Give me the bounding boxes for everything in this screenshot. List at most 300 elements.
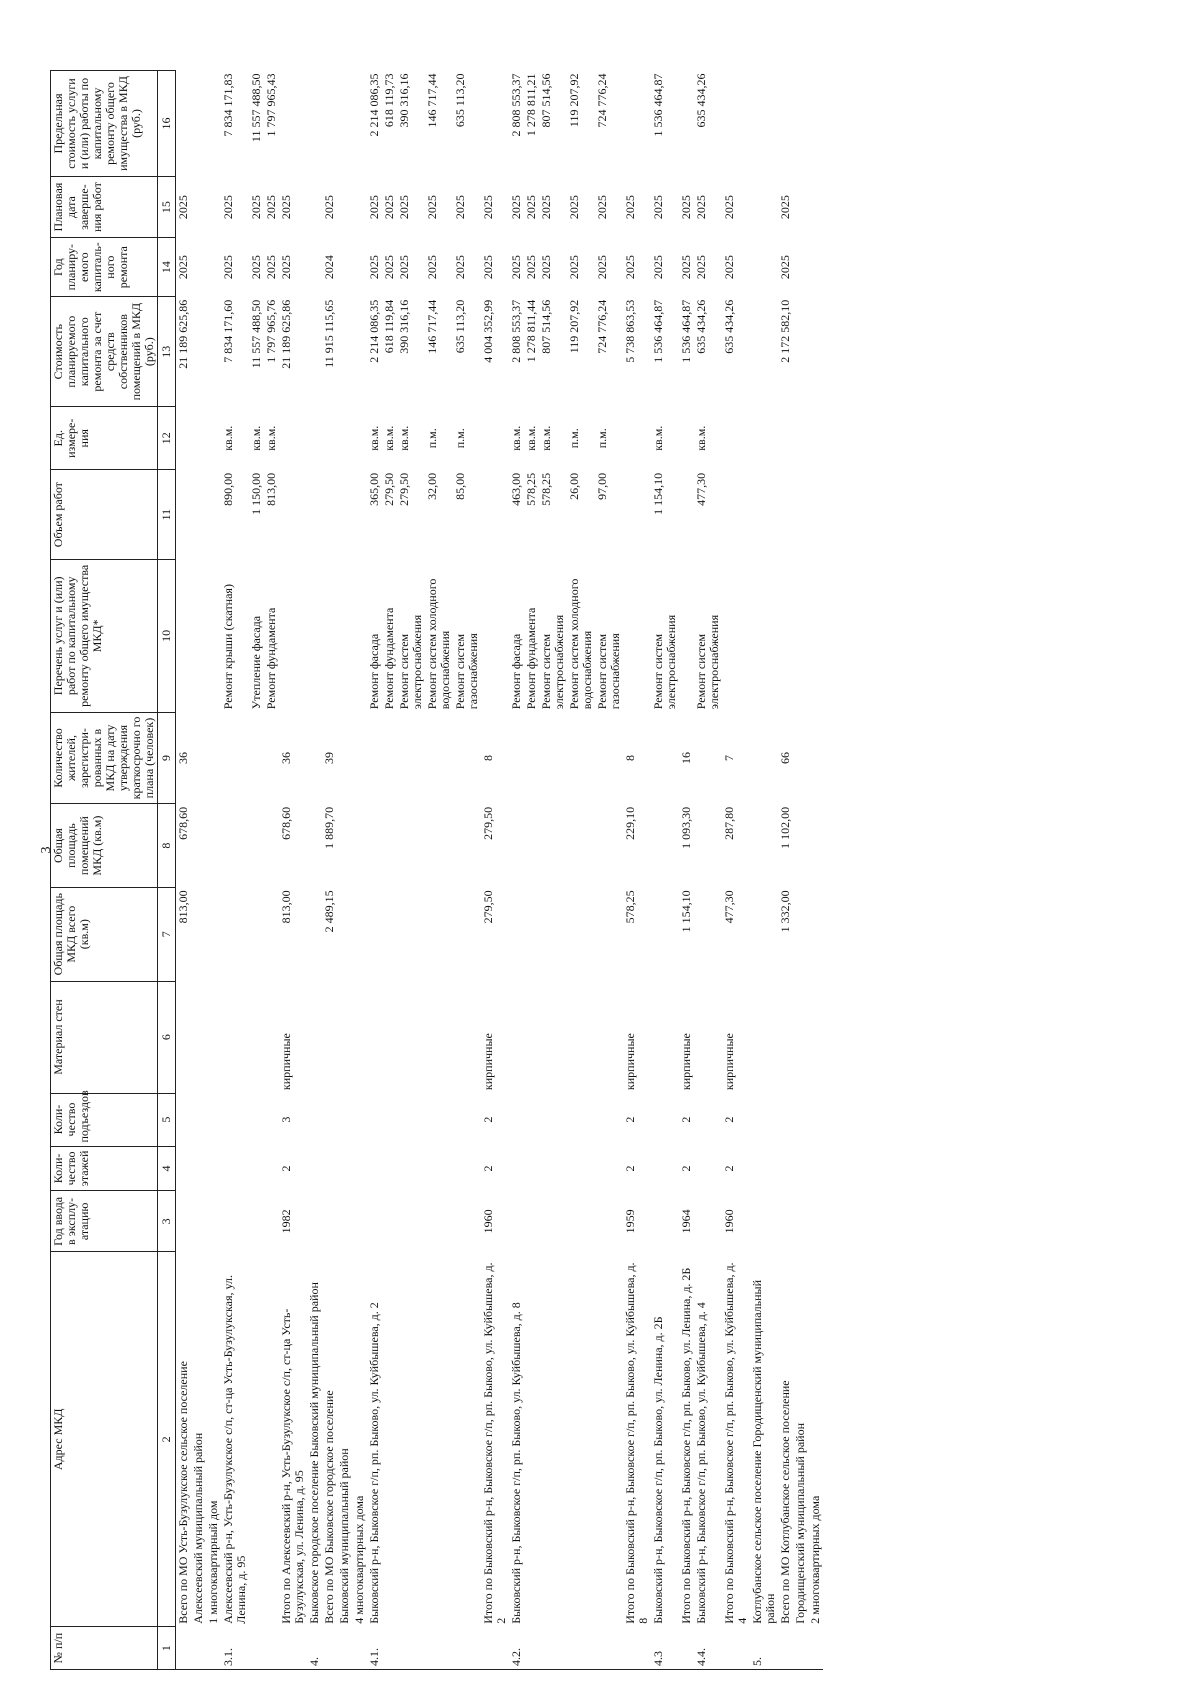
table-cell (176, 1146, 192, 1191)
table-cell (337, 887, 352, 981)
table-cell: 2025 (509, 195, 523, 220)
table-cell (778, 1627, 793, 1670)
table-cell: 8 (623, 755, 637, 762)
table-cell: 2025 (249, 195, 263, 220)
table-cell (221, 1093, 249, 1146)
table-row (722, 71, 750, 1670)
column-header: Количество жителей, зарегистри-рованных в МКД на дату утверждения краткосрочно го плана (человек) (51, 712, 158, 804)
table-cell: 146 717,44 (425, 299, 439, 354)
table-cell (206, 1627, 221, 1670)
table-cell (367, 1093, 382, 1146)
table-cell (793, 71, 808, 177)
table-cell (307, 712, 322, 804)
table-cell: 16 (679, 752, 693, 765)
table-cell: 635 434,26 (694, 73, 708, 128)
table-cell (221, 712, 249, 804)
table-cell: кв.м. (524, 425, 538, 451)
table-cell (191, 71, 206, 177)
rotated-page (50, 70, 1160, 1670)
table-cell (567, 804, 595, 888)
table-cell (539, 981, 567, 1093)
table-cell (425, 1146, 453, 1191)
table-cell: 2 489,15 (322, 890, 336, 933)
table-cell: Утепление фасада (249, 615, 263, 710)
table-cell: 635 434,26 (694, 299, 708, 354)
table-cell (524, 887, 539, 981)
table-cell (651, 1093, 679, 1146)
table-row (337, 71, 352, 1670)
table-cell (567, 1191, 595, 1252)
table-cell (567, 1093, 595, 1146)
table-cell (221, 1191, 249, 1252)
table-cell: 3.1. (221, 1627, 249, 1670)
column-number: 16 (158, 71, 176, 177)
table-cell (397, 1146, 425, 1191)
table-row (264, 71, 279, 1670)
table-cell (307, 804, 322, 888)
table-cell (679, 407, 694, 470)
column-number: 4 (158, 1146, 176, 1191)
table-cell (176, 559, 192, 712)
table-cell: п.м. (567, 428, 581, 449)
table-cell (337, 981, 352, 1093)
table-cell (264, 1146, 279, 1191)
table-cell: Алексеевский р-н, Усть-Бузулукское с/п, ст-ца Усть-Бузулукская, ул. Ленина, д. 95 (221, 1275, 248, 1624)
table-cell (793, 297, 808, 407)
table-cell (382, 981, 397, 1093)
table-cell (279, 71, 307, 177)
table-cell (279, 1627, 307, 1670)
table-cell (352, 238, 367, 297)
table-cell: 97,00 (595, 472, 609, 500)
table-cell (191, 804, 206, 888)
table-cell (382, 712, 397, 804)
table-row (595, 71, 623, 1670)
table-row (694, 71, 722, 1670)
table-cell: 4.2. (509, 1627, 524, 1670)
table-cell (352, 407, 367, 470)
table-cell: кв.м. (694, 425, 708, 451)
table-cell (337, 804, 352, 888)
column-header: Адрес МКД (51, 1252, 158, 1627)
table-cell: кв.м. (651, 425, 665, 451)
table-cell (509, 712, 524, 804)
table-cell: 618 119,84 (382, 299, 396, 354)
table-cell (694, 887, 722, 981)
table-cell: 2025 (322, 195, 336, 220)
table-cell (793, 981, 808, 1093)
table-cell: кирпичные (481, 1033, 495, 1091)
column-number: 14 (158, 238, 176, 297)
table-cell: 66 (778, 752, 792, 765)
table-cell (337, 1191, 352, 1252)
table-cell: 2025 (481, 255, 495, 280)
table-cell: Ремонт фундамента (264, 607, 278, 710)
table-cell (808, 981, 823, 1093)
table-cell (778, 1146, 793, 1191)
table-cell: кв.м. (509, 425, 523, 451)
table-cell (694, 1093, 722, 1146)
table-cell: 1 797 965,76 (264, 299, 278, 363)
table-cell (352, 1627, 367, 1670)
table-cell: 1 093,30 (679, 806, 693, 849)
table-cell (397, 1093, 425, 1146)
table-row (191, 71, 206, 1670)
table-cell: 2025 (778, 255, 792, 280)
table-cell (567, 1627, 595, 1670)
table-cell: 119 207,92 (567, 299, 581, 354)
table-cell (367, 712, 382, 804)
table-cell (322, 407, 337, 470)
table-cell: 390 316,16 (397, 73, 411, 128)
table-cell: 8 (481, 755, 495, 762)
column-header: Материал стен (51, 981, 158, 1093)
table-cell (397, 1627, 425, 1670)
table-cell (206, 407, 221, 470)
table-cell: Быковский муниципальный район (337, 1448, 351, 1624)
table-cell: 2 (481, 1165, 495, 1172)
table-cell: 1 102,00 (778, 806, 792, 849)
table-cell (623, 71, 651, 177)
table-row (623, 71, 651, 1670)
table-cell: Всего по МО Быковское городское поселение (322, 1390, 336, 1624)
table-cell (206, 71, 221, 177)
table-cell: 807 514,56 (539, 299, 553, 354)
table-cell (307, 1191, 322, 1252)
table-row (352, 71, 367, 1670)
table-cell (539, 887, 567, 981)
table-cell (595, 887, 623, 981)
table-cell (694, 1146, 722, 1191)
table-cell (382, 1191, 397, 1252)
table-cell: п.м. (453, 428, 467, 449)
table-cell (808, 804, 823, 888)
table-cell (651, 1191, 679, 1252)
table-cell (397, 1252, 425, 1627)
table-cell (679, 559, 694, 712)
table-cell (249, 1191, 264, 1252)
table-cell (382, 887, 397, 981)
table-cell: 279,50 (382, 472, 396, 506)
table-cell: 32,00 (425, 472, 439, 500)
table-cell: 2025 (651, 255, 665, 280)
table-cell (425, 981, 453, 1093)
column-header: Плановая дата заверше-ния работ (51, 177, 158, 238)
column-header: Общая площадь помещений МКД (кв.м) (51, 804, 158, 888)
column-number: 15 (158, 177, 176, 238)
table-cell (337, 470, 352, 560)
table-cell: Ремонт систем газоснабжения (595, 633, 622, 710)
table-cell (481, 407, 509, 470)
table-cell (808, 177, 823, 238)
table-cell (221, 981, 249, 1093)
table-cell: Ремонт систем газоснабжения (453, 633, 480, 710)
table-row (382, 71, 397, 1670)
table-cell (382, 1252, 397, 1627)
table-cell (808, 887, 823, 981)
table-row (750, 71, 778, 1670)
table-cell (352, 712, 367, 804)
table-row (221, 71, 249, 1670)
table-cell: Быковский р-н, Быковское г/п, рп. Быково, ул. Куйбышева, д. 8 (509, 1302, 523, 1624)
table-cell (524, 804, 539, 888)
table-cell: 36 (176, 752, 190, 765)
column-number: 3 (158, 1191, 176, 1252)
table-cell (322, 71, 337, 177)
table-cell: 2025 (264, 255, 278, 280)
table-cell (249, 712, 264, 804)
table-cell: 2024 (322, 255, 336, 280)
table-cell (623, 470, 651, 560)
table-cell: 1 150,00 (249, 472, 263, 515)
table-cell: 1960 (481, 1209, 495, 1234)
table-cell: 39 (322, 752, 336, 765)
table-cell (337, 71, 352, 177)
table-cell: 4 004 352,99 (481, 299, 495, 363)
table-cell (206, 297, 221, 407)
table-cell: 2 (722, 1165, 736, 1172)
table-cell (191, 887, 206, 981)
table-cell: Быковский р-н, Быковское г/п, рп. Быково, ул. Куйбышева, д. 4 (694, 1302, 708, 1624)
table-cell: кв.м. (249, 425, 263, 451)
table-cell (808, 559, 823, 712)
table-cell: 1 278 811,21 (524, 73, 538, 137)
table-cell (595, 1252, 623, 1627)
table-cell: 2025 (694, 255, 708, 280)
table-cell (322, 1627, 337, 1670)
table-cell: 2025 (623, 195, 637, 220)
table-cell (249, 887, 264, 981)
column-number: 2 (158, 1252, 176, 1627)
capital-repair-table (50, 70, 823, 1670)
table-cell (397, 1191, 425, 1252)
table-cell: 1 154,10 (679, 890, 693, 933)
table-cell (382, 804, 397, 888)
table-cell: 2 (679, 1116, 693, 1123)
table-cell: 2025 (722, 255, 736, 280)
table-cell (425, 887, 453, 981)
table-cell: 2025 (453, 255, 467, 280)
table-cell (793, 470, 808, 560)
table-cell (524, 981, 539, 1093)
table-cell (425, 1093, 453, 1146)
table-cell (352, 71, 367, 177)
table-cell (307, 470, 322, 560)
table-cell (307, 71, 322, 177)
table-cell (778, 1093, 793, 1146)
table-cell: 5 738 863,53 (623, 299, 637, 363)
table-cell (221, 1146, 249, 1191)
table-cell: 7 834 171,60 (221, 299, 235, 363)
table-cell: 1 многоквартирный дом (206, 1500, 220, 1624)
table-cell: 635 113,20 (453, 299, 467, 354)
table-cell (524, 712, 539, 804)
table-cell: Ремонт систем холодного водоснабжения (567, 578, 594, 710)
table-cell (750, 238, 778, 297)
column-header: Ед. измере-ния (51, 407, 158, 470)
table-cell (264, 981, 279, 1093)
table-cell: 2025 (176, 255, 190, 280)
table-cell (453, 804, 481, 888)
table-cell (352, 297, 367, 407)
table-cell: 2025 (425, 255, 439, 280)
table-cell: кв.м. (539, 425, 553, 451)
table-cell: Ремонт систем электроснабжения (694, 614, 721, 710)
table-cell (337, 407, 352, 470)
table-cell: 2025 (509, 255, 523, 280)
table-cell: 2025 (679, 195, 693, 220)
table-row (249, 71, 264, 1670)
table-cell: 2025 (623, 255, 637, 280)
table-cell (567, 981, 595, 1093)
table-cell (722, 71, 750, 177)
table-cell: 813,00 (279, 890, 293, 924)
table-cell (176, 407, 192, 470)
table-cell: кв.м. (397, 425, 411, 451)
table-row (279, 71, 307, 1670)
table-cell (307, 238, 322, 297)
table-cell: 2 (679, 1165, 693, 1172)
table-cell: 2025 (595, 255, 609, 280)
column-header: Общая площадь МКД всего (кв.м) (51, 887, 158, 981)
table-cell (367, 981, 382, 1093)
table-row (481, 71, 509, 1670)
table-cell: 2 808 553,37 (509, 73, 523, 137)
table-cell: 2025 (679, 255, 693, 280)
table-cell: кв.м. (264, 425, 278, 451)
table-cell: 724 776,24 (595, 73, 609, 128)
table-cell: Ремонт систем электроснабжения (397, 614, 424, 710)
table-cell (793, 407, 808, 470)
table-cell (191, 712, 206, 804)
table-cell (425, 712, 453, 804)
table-cell: Всего по МО Котлубанское сельское поселение (778, 1380, 792, 1624)
table-cell: 2 (623, 1165, 637, 1172)
table-row (206, 71, 221, 1670)
column-number: 11 (158, 470, 176, 560)
table-cell: 2025 (567, 195, 581, 220)
table-cell (425, 804, 453, 888)
table-cell (322, 1191, 337, 1252)
table-cell (191, 559, 206, 712)
table-cell: 1 154,10 (651, 472, 665, 515)
table-cell (694, 712, 722, 804)
table-cell: 365,00 (367, 472, 381, 506)
table-cell (481, 1627, 509, 1670)
table-cell: 2025 (595, 195, 609, 220)
table-cell (191, 297, 206, 407)
table-cell (206, 804, 221, 888)
table-cell (750, 981, 778, 1093)
table-cell: 813,00 (264, 472, 278, 506)
column-header: Коли-чество подъездов (51, 1093, 158, 1146)
table-cell (352, 1093, 367, 1146)
table-cell (264, 1093, 279, 1146)
table-cell: Ремонт систем холодного водоснабжения (425, 578, 452, 710)
table-cell (206, 1093, 221, 1146)
table-cell: 807 514,56 (539, 73, 553, 128)
table-cell: Ремонт фасада (509, 633, 523, 710)
table-cell: 2 214 086,35 (367, 299, 381, 363)
table-cell: 1 536 464,87 (651, 299, 665, 363)
table-cell (191, 1146, 206, 1191)
table-cell: кв.м. (221, 425, 235, 451)
table-cell: 2025 (524, 195, 538, 220)
table-cell: 5. (750, 1627, 778, 1670)
table-cell (808, 1627, 823, 1670)
table-row (322, 71, 337, 1670)
table-cell: 279,50 (481, 806, 495, 840)
table-row (425, 71, 453, 1670)
table-cell (206, 887, 221, 981)
table-cell (722, 559, 750, 712)
column-header: Предельная стоимость услуги и (или) работы по капитальному ремонту общего имущества в МКД (руб.) (51, 71, 158, 177)
column-number: 12 (158, 407, 176, 470)
table-cell: 2 808 553,37 (509, 299, 523, 363)
table-cell (176, 1627, 192, 1670)
table-cell (793, 1191, 808, 1252)
table-cell (793, 1093, 808, 1146)
table-cell (352, 981, 367, 1093)
table-cell: 1 797 965,43 (264, 73, 278, 137)
table-cell (249, 1252, 264, 1627)
table-cell: 578,25 (524, 472, 538, 506)
column-number: 9 (158, 712, 176, 804)
table-cell (793, 177, 808, 238)
table-cell (264, 1252, 279, 1627)
table-cell (722, 470, 750, 560)
table-cell (322, 1146, 337, 1191)
table-cell (509, 981, 524, 1093)
table-cell (352, 804, 367, 888)
table-cell (307, 1093, 322, 1146)
table-cell (453, 1627, 481, 1670)
table-cell (367, 1146, 382, 1191)
table-cell (382, 1627, 397, 1670)
table-cell (352, 1146, 367, 1191)
table-cell (679, 71, 694, 177)
table-cell: 4 многоквартирных дома (352, 1495, 366, 1624)
table-cell (595, 804, 623, 888)
table-cell (567, 1146, 595, 1191)
table-cell (337, 559, 352, 712)
table-body (176, 71, 824, 1670)
table-cell (793, 559, 808, 712)
table-cell (750, 1191, 778, 1252)
table-cell (249, 1093, 264, 1146)
table-cell (524, 1191, 539, 1252)
column-number: 1 (158, 1627, 176, 1670)
table-cell (750, 712, 778, 804)
table-cell (623, 407, 651, 470)
table-cell: 618 119,73 (382, 73, 396, 128)
table-cell (453, 887, 481, 981)
table-cell: Ремонт систем электроснабжения (539, 614, 566, 710)
table-cell (722, 1627, 750, 1670)
table-cell (337, 177, 352, 238)
table-cell: Итого по Быковский р-н, Быковское г/п, рп. Быково, ул. Куйбышева, д. 4 (722, 1262, 749, 1624)
table-cell (481, 470, 509, 560)
column-header: Перечень услуг и (или) работ по капитальному ремонту общего имущества МКД* (51, 559, 158, 712)
table-cell (206, 981, 221, 1093)
column-header: Коли-чество этажей (51, 1146, 158, 1191)
table-row (453, 71, 481, 1670)
table-cell: 2 (623, 1116, 637, 1123)
table-cell (679, 1627, 694, 1670)
table-cell (206, 470, 221, 560)
table-cell (793, 712, 808, 804)
table-cell (191, 470, 206, 560)
